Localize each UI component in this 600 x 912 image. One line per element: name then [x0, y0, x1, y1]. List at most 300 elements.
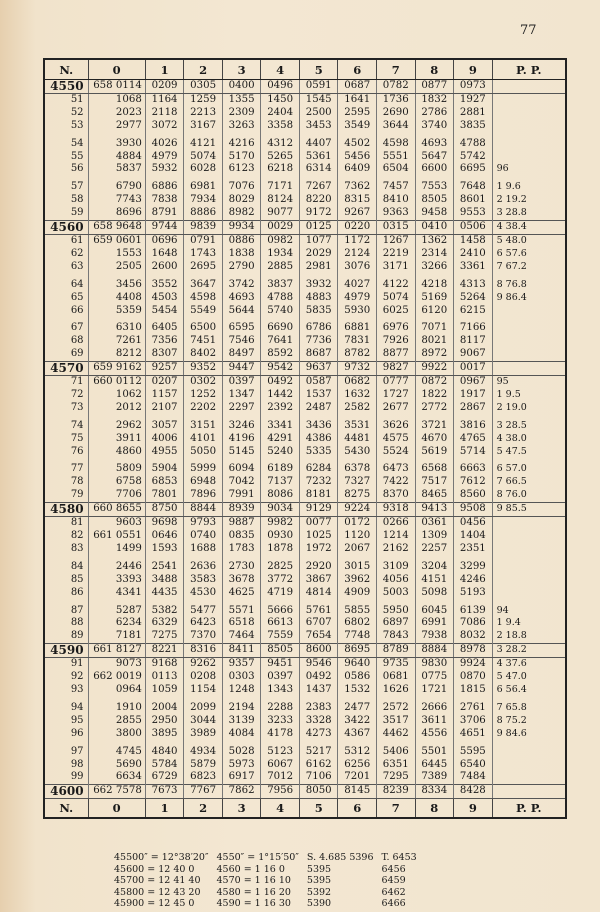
log-value: 8220: [299, 194, 338, 207]
log-value: 4122: [377, 279, 416, 292]
row-number: 51: [44, 93, 88, 106]
table-row: [44, 93, 566, 106]
log-value: 6802: [338, 617, 377, 630]
log-value: 3341: [261, 420, 300, 433]
log-value: 2029: [299, 248, 338, 261]
log-value: 7356: [145, 335, 184, 348]
log-value: 0687: [338, 80, 377, 94]
footer-cell: N.: [44, 799, 88, 819]
log-value: 2885: [261, 261, 300, 274]
log-value: 9077: [261, 207, 300, 220]
log-value: 1934: [261, 248, 300, 261]
log-value: 3328: [299, 715, 338, 728]
log-value: 4435: [145, 587, 184, 600]
log-value: 6162: [299, 759, 338, 772]
log-value: 7464: [222, 630, 261, 643]
log-value: 7736: [299, 335, 338, 348]
log-value: 9827: [377, 362, 416, 376]
table-row: [44, 503, 566, 517]
proportional-part: [492, 785, 566, 799]
log-value: 2309: [222, 107, 261, 120]
log-value: 0886: [222, 234, 261, 247]
row-number: 56: [44, 163, 88, 176]
conversion-row: [110, 852, 421, 864]
proportional-part: 8 76.0: [496, 489, 527, 501]
log-value: 6218: [261, 163, 300, 176]
log-value: 6067: [261, 759, 300, 772]
log-value: 9451: [261, 658, 300, 671]
proportional-part: 5 47.0: [496, 671, 527, 683]
log-value: 7086: [454, 617, 493, 630]
log-value: 9168: [145, 658, 184, 671]
log-value: 2383: [299, 702, 338, 715]
log-value: 3740: [415, 120, 454, 133]
log-value: 660 0112: [88, 376, 145, 389]
row-number: 86: [44, 587, 88, 600]
log-value: 3721: [415, 420, 454, 433]
log-value: 6790: [88, 181, 145, 194]
log-value: 1783: [222, 543, 261, 556]
log-value: 1172: [338, 234, 377, 247]
log-value: 9922: [415, 362, 454, 376]
log-value: 9447: [222, 362, 261, 376]
proportional-part: 4 37.6: [496, 658, 527, 670]
log-value: 3867: [299, 574, 338, 587]
log-value: 5003: [377, 587, 416, 600]
log-value: 3171: [377, 261, 416, 274]
table-row: [44, 489, 566, 502]
log-value: 6758: [88, 476, 145, 489]
log-value: 8497: [222, 348, 261, 361]
footer-row: [44, 799, 566, 819]
log-value: 6991: [415, 617, 454, 630]
proportional-part: [492, 348, 566, 361]
log-value: 5999: [184, 463, 223, 476]
log-value: 1910: [88, 702, 145, 715]
log-value: 5904: [145, 463, 184, 476]
log-value: 2677: [377, 402, 416, 415]
log-value: 4979: [338, 292, 377, 305]
log-value: 3453: [299, 120, 338, 133]
log-value: 4693: [222, 292, 261, 305]
log-value: 2636: [184, 561, 223, 574]
log-value: 2761: [454, 702, 493, 715]
log-value: 5647: [415, 151, 454, 164]
conversion-table: [110, 852, 421, 910]
log-value: 1157: [145, 389, 184, 402]
log-value: 7938: [415, 630, 454, 643]
log-value: 3644: [377, 120, 416, 133]
proportional-part: 5 47.5: [496, 445, 527, 457]
log-value: 5855: [338, 605, 377, 618]
log-value: 3549: [338, 120, 377, 133]
log-value: 9887: [222, 517, 261, 530]
log-value: 6917: [222, 771, 261, 784]
table-row: [44, 389, 566, 402]
log-value: 3742: [222, 279, 261, 292]
log-value: 7546: [222, 335, 261, 348]
log-value: 6540: [454, 759, 493, 772]
log-value: 3678: [222, 574, 261, 587]
log-value: 4745: [88, 746, 145, 759]
proportional-part: [492, 93, 566, 106]
log-value: 8877: [377, 348, 416, 361]
log-value: 3299: [454, 561, 493, 574]
row-number: 94: [44, 702, 88, 715]
table-row: [44, 715, 566, 728]
row-number: 52: [44, 107, 88, 120]
log-value: 8212: [88, 348, 145, 361]
log-value: 2786: [415, 107, 454, 120]
log-value: 4407: [299, 138, 338, 151]
proportional-part: 6 57.6: [496, 247, 527, 259]
log-value: 0681: [377, 671, 416, 684]
log-value: 2257: [415, 543, 454, 556]
log-value: 6094: [222, 463, 261, 476]
table-row: [44, 305, 566, 318]
log-value: 0361: [415, 517, 454, 530]
log-value: 8021: [415, 335, 454, 348]
log-value: 9934: [222, 221, 261, 235]
row-number: 95: [44, 715, 88, 728]
log-value: 3611: [415, 715, 454, 728]
log-value: 7517: [415, 476, 454, 489]
log-value: 1648: [145, 248, 184, 261]
log-value: 2582: [338, 402, 377, 415]
log-value: 0410: [415, 221, 454, 235]
log-value: 2446: [88, 561, 145, 574]
log-value: 8221: [145, 644, 184, 658]
log-value: 8307: [145, 348, 184, 361]
proportional-part: [492, 305, 566, 318]
proportional-part: 2 19.0: [496, 401, 527, 413]
log-value: 5551: [377, 151, 416, 164]
table-row: [44, 163, 566, 176]
page-number: 77: [520, 23, 537, 38]
header-cell: 1: [145, 59, 184, 80]
proportional-part: 6 57.0: [496, 463, 527, 475]
log-value: 4462: [377, 728, 416, 741]
table-row: [44, 207, 566, 220]
log-value: 3800: [88, 728, 145, 741]
table-row: [44, 574, 566, 587]
log-value: 1214: [377, 530, 416, 543]
proportional-part: 9 84.6: [496, 727, 527, 739]
row-number: 58: [44, 194, 88, 207]
log-value: 6329: [145, 617, 184, 630]
log-value: 1259: [184, 93, 223, 106]
log-value: 9793: [184, 517, 223, 530]
log-value: 5973: [222, 759, 261, 772]
log-value: 8050: [299, 785, 338, 799]
log-value: 3266: [415, 261, 454, 274]
log-value: 5809: [88, 463, 145, 476]
table-row: [44, 348, 566, 361]
proportional-part: [492, 80, 566, 94]
log-value: 3989: [184, 728, 223, 741]
header-cell: 3: [222, 59, 261, 80]
log-value: 5430: [338, 446, 377, 459]
log-value: 7275: [145, 630, 184, 643]
row-number: 85: [44, 574, 88, 587]
log-value: 2790: [222, 261, 261, 274]
log-value: 7673: [145, 785, 184, 799]
log-value: 5571: [222, 605, 261, 618]
row-number: 68: [44, 335, 88, 348]
log-value: 4598: [377, 138, 416, 151]
log-value: 9352: [184, 362, 223, 376]
log-value: 1822: [415, 389, 454, 402]
log-value: 2162: [377, 543, 416, 556]
footer-cell: 1: [145, 799, 184, 819]
log-value: 9982: [261, 517, 300, 530]
table-row: [44, 279, 566, 292]
log-value: 0877: [415, 80, 454, 94]
log-value: 5359: [88, 305, 145, 318]
conversion-cell: 4560 = 1 16 0: [216, 863, 285, 875]
log-value: 5454: [145, 305, 184, 318]
log-value: 2410: [454, 248, 493, 261]
log-value: 7076: [222, 181, 261, 194]
conversion-cell: 45900 = 12 45 0: [114, 898, 195, 909]
log-value: 2962: [88, 420, 145, 433]
log-value: 1068: [88, 93, 145, 106]
table-row: [44, 261, 566, 274]
log-value: 2124: [338, 248, 377, 261]
log-value: 5932: [145, 163, 184, 176]
row-number: 91: [44, 658, 88, 671]
log-value: 5050: [184, 446, 223, 459]
log-value: 8316: [184, 644, 223, 658]
log-value: 660 8655: [88, 503, 145, 517]
log-value: 658 9648: [88, 221, 145, 235]
logarithm-table: [43, 58, 567, 819]
row-number: 71: [44, 376, 88, 389]
log-value: 5644: [222, 305, 261, 318]
log-value: 8086: [261, 489, 300, 502]
log-value: 4625: [222, 587, 261, 600]
log-value: 1404: [454, 530, 493, 543]
log-value: 1059: [145, 684, 184, 697]
log-value: 9458: [415, 207, 454, 220]
log-value: 8750: [145, 503, 184, 517]
proportional-part: 7 65.8: [496, 701, 527, 713]
log-value: 0777: [377, 376, 416, 389]
row-number: 81: [44, 517, 88, 530]
log-value: 1154: [184, 684, 223, 697]
log-value: 3816: [454, 420, 493, 433]
log-value: 4788: [454, 138, 493, 151]
log-value: 2213: [184, 107, 223, 120]
log-value: 3583: [184, 574, 223, 587]
row-number: 61: [44, 234, 88, 247]
proportional-part: 7 66.5: [496, 476, 527, 488]
log-value: 6234: [88, 617, 145, 630]
proportional-part: [492, 530, 566, 543]
log-value: 8334: [415, 785, 454, 799]
log-value: 2288: [261, 702, 300, 715]
log-value: 0967: [454, 376, 493, 389]
log-value: 3233: [261, 715, 300, 728]
log-value: 0591: [299, 80, 338, 94]
row-number: 98: [44, 759, 88, 772]
log-value: 9508: [454, 503, 493, 517]
log-value: 4341: [88, 587, 145, 600]
log-value: 0496: [261, 80, 300, 94]
log-value: 7831: [338, 335, 377, 348]
header-cell: 0: [88, 59, 145, 80]
log-value: 1545: [299, 93, 338, 106]
log-value: 1062: [88, 389, 145, 402]
log-value: 4006: [145, 433, 184, 446]
log-value: 5930: [338, 305, 377, 318]
log-value: 4765: [454, 433, 493, 446]
proportional-part: 6 56.4: [496, 683, 527, 695]
log-value: 8124: [261, 194, 300, 207]
row-number: 76: [44, 446, 88, 459]
log-value: 9318: [377, 503, 416, 517]
log-value: 3911: [88, 433, 145, 446]
log-value: 9172: [299, 207, 338, 220]
proportional-part: 2 18.8: [496, 630, 527, 642]
log-value: 9637: [299, 362, 338, 376]
log-value: 4860: [88, 446, 145, 459]
log-value: 4101: [184, 433, 223, 446]
log-value: 6600: [415, 163, 454, 176]
log-value: 2314: [415, 248, 454, 261]
log-value: 9073: [88, 658, 145, 671]
conversion-cell: 4590 = 1 16 30: [216, 898, 291, 909]
log-value: 1077: [299, 234, 338, 247]
log-value: 6976: [377, 322, 416, 335]
log-value: 7553: [415, 181, 454, 194]
log-value: 5761: [299, 605, 338, 618]
log-value: 8687: [299, 348, 338, 361]
proportional-part: 5 48.0: [496, 234, 527, 246]
log-value: 1632: [338, 389, 377, 402]
table-row: [44, 420, 566, 433]
log-value: 5264: [454, 292, 493, 305]
log-value: 3456: [88, 279, 145, 292]
log-value: 7767: [184, 785, 223, 799]
log-value: 6707: [299, 617, 338, 630]
log-value: 1537: [299, 389, 338, 402]
log-value: 4408: [88, 292, 145, 305]
log-value: 3932: [299, 279, 338, 292]
footer-cell: 4: [261, 799, 300, 819]
proportional-part: 3 28.8: [496, 207, 527, 219]
log-value: 3626: [377, 420, 416, 433]
log-value: 2012: [88, 402, 145, 415]
log-value: 9735: [377, 658, 416, 671]
log-value: 1532: [338, 684, 377, 697]
log-value: 4121: [184, 138, 223, 151]
log-value: 6695: [454, 163, 493, 176]
log-value: 4840: [145, 746, 184, 759]
log-value: 9257: [145, 362, 184, 376]
log-value: 3647: [184, 279, 223, 292]
table-row: [44, 671, 566, 684]
log-value: 5406: [377, 746, 416, 759]
log-value: 3930: [88, 138, 145, 151]
log-value: 4719: [261, 587, 300, 600]
log-value: 7295: [377, 771, 416, 784]
log-value: 662 7578: [88, 785, 145, 799]
row-number: 67: [44, 322, 88, 335]
log-value: 4814: [299, 587, 338, 600]
log-value: 0208: [184, 671, 223, 684]
log-value: 5549: [184, 305, 223, 318]
table-row: [44, 138, 566, 151]
table-row: [44, 120, 566, 133]
proportional-part: 95: [496, 376, 509, 388]
log-value: 5595: [454, 746, 493, 759]
log-value: 6215: [454, 305, 493, 318]
log-value: 2690: [377, 107, 416, 120]
log-value: 6595: [222, 322, 261, 335]
log-value: 7261: [88, 335, 145, 348]
proportional-part: 3 28.2: [492, 644, 566, 658]
log-value: 6445: [415, 759, 454, 772]
log-value: 9413: [415, 503, 454, 517]
table-row: [44, 702, 566, 715]
log-value: 6314: [299, 163, 338, 176]
row-number: 92: [44, 671, 88, 684]
log-value: 4575: [377, 433, 416, 446]
log-value: 7181: [88, 630, 145, 643]
log-value: 8411: [222, 644, 261, 658]
conversion-cell: 6466: [381, 898, 406, 909]
log-value: 0029: [261, 221, 300, 235]
log-value: 4196: [222, 433, 261, 446]
log-value: 7838: [145, 194, 184, 207]
footer-cell: 0: [88, 799, 145, 819]
conversion-cell: 4570 = 1 16 10: [216, 875, 291, 886]
row-number: 55: [44, 151, 88, 164]
log-value: 1355: [222, 93, 261, 106]
row-number: 75: [44, 433, 88, 446]
proportional-part: 9 86.4: [496, 291, 527, 303]
proportional-part: [492, 322, 566, 335]
table-row: [44, 517, 566, 530]
log-value: 5335: [299, 446, 338, 459]
log-value: 5714: [454, 446, 493, 459]
proportional-part: 7 67.2: [496, 260, 527, 272]
log-value: 1721: [415, 684, 454, 697]
row-number: 73: [44, 402, 88, 415]
row-number: 77: [44, 463, 88, 476]
log-value: 1309: [415, 530, 454, 543]
log-value: 2067: [338, 543, 377, 556]
log-value: 6025: [377, 305, 416, 318]
log-value: 7484: [454, 771, 493, 784]
log-value: 0791: [184, 234, 223, 247]
log-value: 4481: [338, 433, 377, 446]
row-number: 4580: [44, 503, 88, 517]
log-value: 4934: [184, 746, 223, 759]
log-value: 8884: [415, 644, 454, 658]
log-value: 659 9162: [88, 362, 145, 376]
row-number: 66: [44, 305, 88, 318]
log-value: 4502: [338, 138, 377, 151]
log-value: 3015: [338, 561, 377, 574]
table-row: [44, 376, 566, 389]
log-value: 9924: [454, 658, 493, 671]
conversion-cell: T. 6453: [381, 852, 417, 863]
log-value: 8560: [454, 489, 493, 502]
header-cell: 4: [261, 59, 300, 80]
log-value: 3837: [261, 279, 300, 292]
